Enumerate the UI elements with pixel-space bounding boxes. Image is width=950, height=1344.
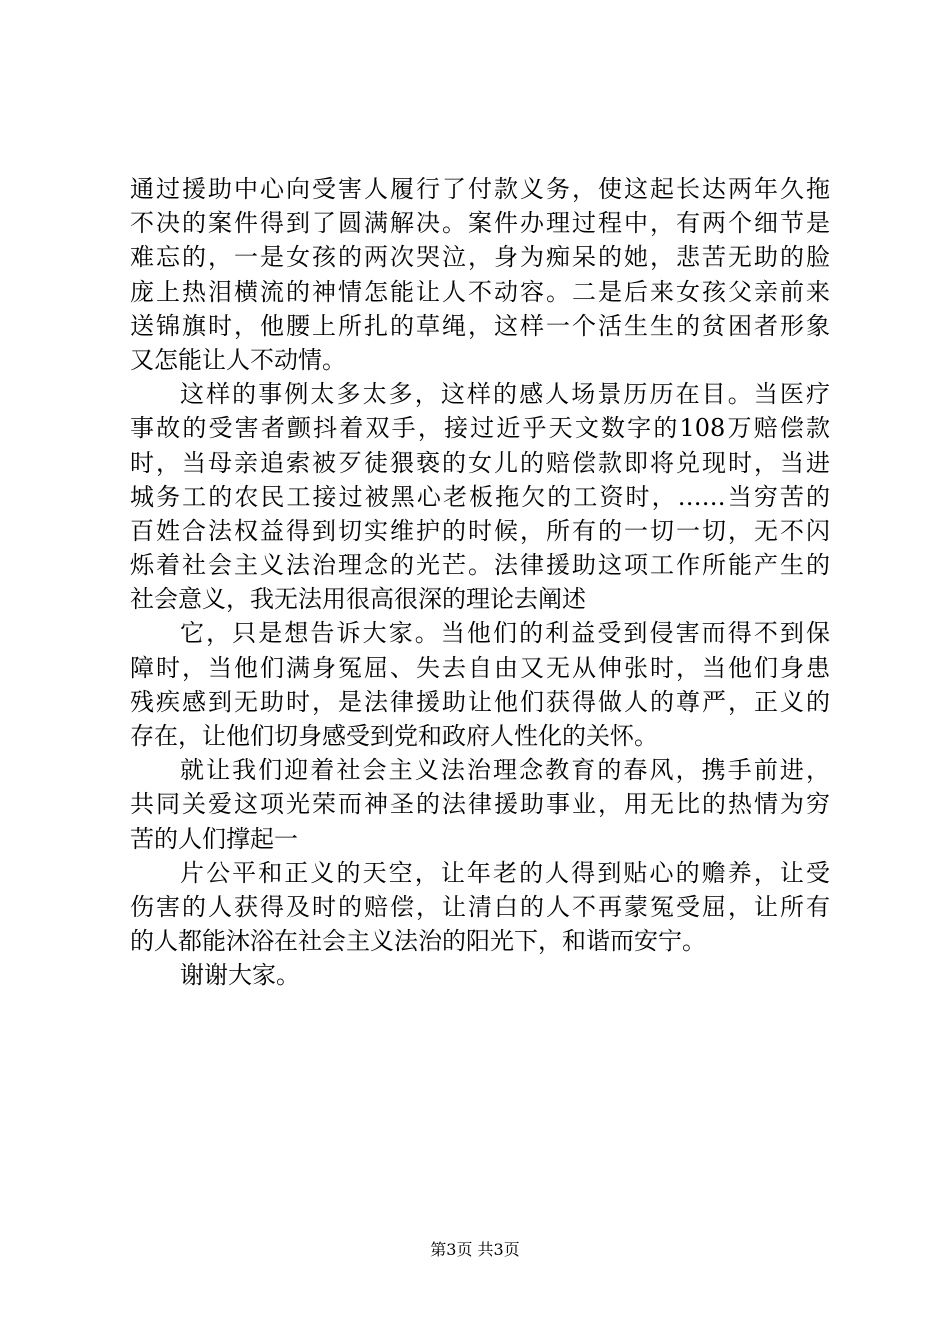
text-line: 的人都能沐浴在社会主义法治的阳光下，和谐而安宁。: [130, 927, 706, 956]
text-line: 事故的受害者颤抖着双手，接过近乎天文数字的108万赔偿款: [130, 414, 830, 443]
text-line: 时，当母亲追索被歹徒猥亵的女儿的赔偿款即将兑现时，当进: [130, 448, 830, 477]
text-line: 就让我们迎着社会主义法治理念教育的春风，携手前进，: [180, 756, 830, 785]
paragraph: [130, 377, 830, 616]
text-line: 伤害的人获得及时的赔偿，让清白的人不再蒙冤受屈，让所有: [130, 892, 830, 921]
text-line: 片公平和正义的天空，让年老的人得到贴心的赡养，让受: [180, 858, 830, 887]
paragraph: [130, 172, 830, 377]
page-footer: 第3页 共3页: [430, 1240, 520, 1259]
text-line: 谢谢大家。: [180, 961, 300, 990]
text-line: 社会意义，我无法用很高很深的理论去阐述: [130, 585, 586, 614]
text-line: 残疾感到无助时，是法律援助让他们获得做人的尊严，正义的: [130, 687, 830, 716]
text-line: 这样的事例太多太多，这样的感人场景历历在目。当医疗: [180, 380, 830, 409]
text-line: 又怎能让人不动情。: [130, 345, 346, 374]
text-line: 城务工的农民工接过被黑心老板拖欠的工资时，……当穷苦的: [130, 482, 830, 511]
text-line: 百姓合法权益得到切实维护的时候，所有的一切一切，无不闪: [130, 516, 830, 545]
document-body: [130, 172, 830, 993]
text-line: 庞上热泪横流的神情怎能让人不动容。二是后来女孩父亲前来: [130, 277, 830, 306]
text-line: 苦的人们撑起一: [130, 824, 298, 853]
text-line: 通过援助中心向受害人履行了付款义务，使这起长达两年久拖: [130, 175, 830, 203]
text-line: 共同关爱这项光荣而神圣的法律援助事业，用无比的热情为穷: [130, 790, 830, 819]
text-line: 烁着社会主义法治理念的光芒。法律援助这项工作所能产生的: [130, 551, 830, 580]
text-line: 不决的案件得到了圆满解决。案件办理过程中，有两个细节是: [130, 209, 830, 238]
text-line: 障时，当他们满身冤屈、失去自由又无从伸张时，当他们身患: [130, 653, 830, 682]
text-line: 它，只是想告诉大家。当他们的利益受到侵害而得不到保: [180, 619, 830, 648]
paragraph: [130, 856, 830, 959]
text-line: 送锦旗时，他腰上所扎的草绳，这样一个活生生的贫困者形象: [130, 311, 830, 340]
text-line: 存在，让他们切身感受到党和政府人性化的关怀。: [130, 722, 658, 750]
paragraph: [130, 616, 830, 753]
text-line: 难忘的，一是女孩的两次哭泣，身为痴呆的她，悲苦无助的脸: [130, 243, 830, 272]
paragraph: [130, 753, 830, 856]
paragraph: [130, 958, 830, 992]
